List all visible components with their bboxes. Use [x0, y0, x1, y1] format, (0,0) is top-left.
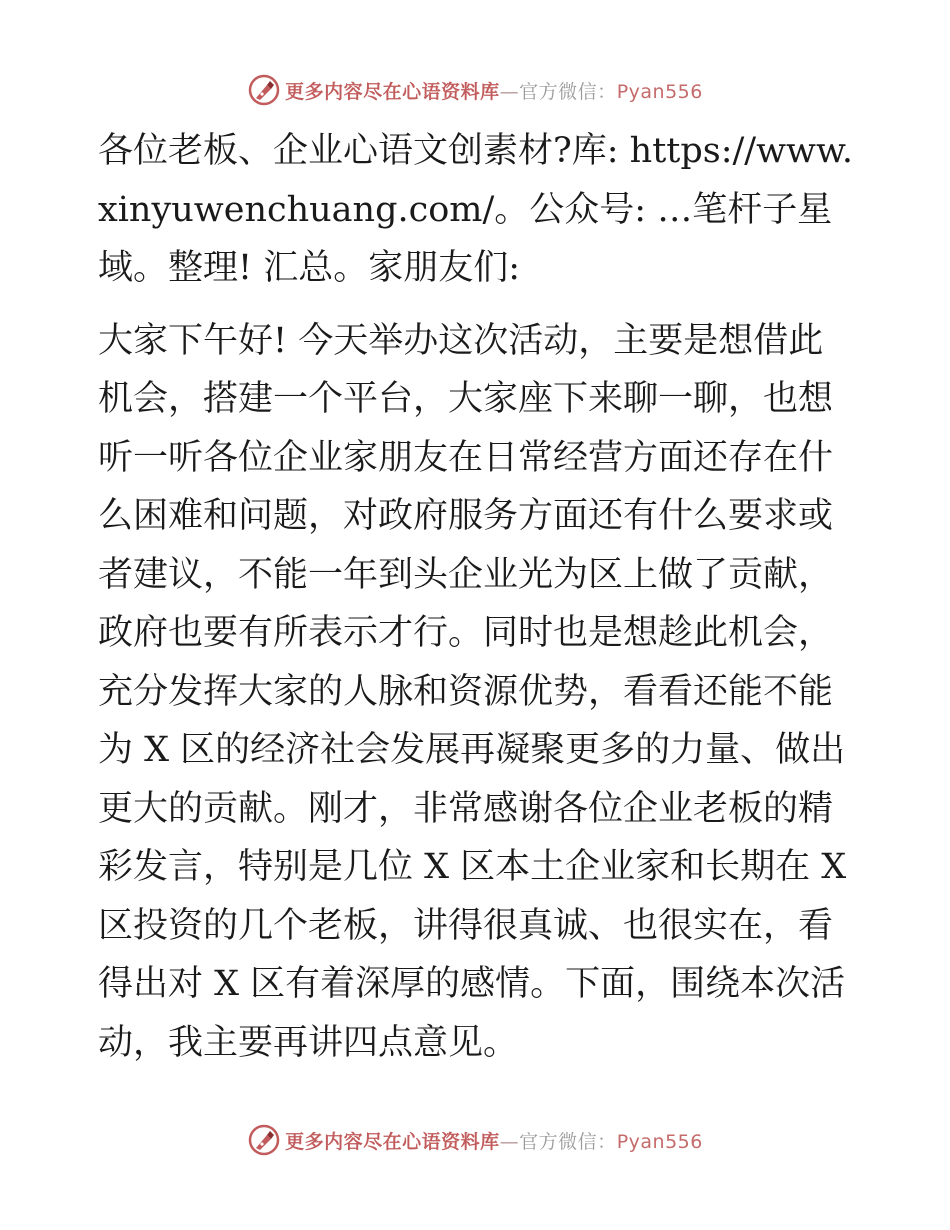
watermark-separator: —	[499, 80, 520, 103]
document-body	[98, 122, 858, 1072]
pen-nib-logo-icon	[247, 1123, 281, 1157]
watermark-text	[285, 77, 703, 104]
watermark-wechat-id: Pyan556	[616, 1130, 703, 1153]
watermark-wechat-label: 官方微信：	[519, 80, 617, 103]
watermark-wechat-label: 官方微信：	[519, 1130, 617, 1153]
watermark-brand: 更多内容尽在心语资料库	[285, 80, 500, 103]
watermark-brand: 更多内容尽在心语资料库	[285, 1130, 500, 1153]
header-watermark	[0, 70, 950, 110]
watermark-wechat-id: Pyan556	[616, 80, 703, 103]
pen-nib-logo-icon	[247, 73, 281, 107]
paragraph-main: 大家下午好! 今天举办这次活动，主要是想借此机会，搭建一个平台，大家座下来聊一聊，也想听一听各位企业家朋友在日常经营方面还存在什么困难和问题，对政府服务方面还有什么要求或者建议，不能一年到头企业光为区上做了贡献，政府也要有所表示才行。同时也是想趁此机会，充分发挥大家的人脉和资源优势，看看还能不能为 X 区的经济社会发展再凝聚更多的力量、做出更大的贡献。刚才，非常感谢各位企业老板的精彩发言，特别是几位 X 区本土企业家和长期在 X 区投资的几个老板，讲得很真诚、也很实在，看得出对 X 区有着深厚的感情。下面，围绕本次活动，我主要再讲四点意见。	[98, 320, 847, 1063]
watermark-text	[285, 1127, 703, 1154]
paragraph-intro: 各位老板、企业心语文创素材?库: https://www.xinyuwenchuang.com/。公众号: …笔杆子星域。整理! 汇总。家朋友们:	[98, 131, 853, 288]
footer-watermark	[0, 1120, 950, 1160]
watermark-separator: —	[499, 1130, 520, 1153]
